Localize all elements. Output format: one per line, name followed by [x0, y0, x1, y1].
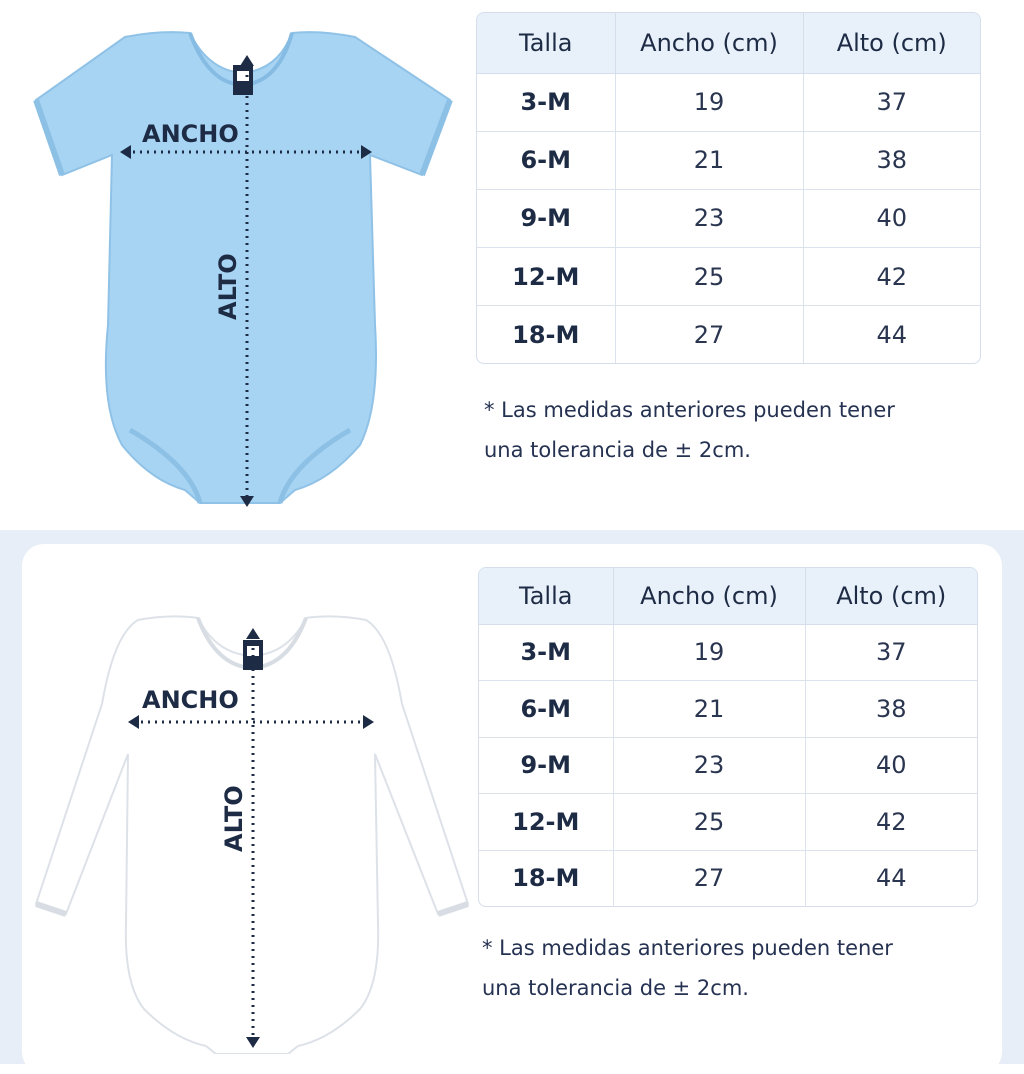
table-row	[479, 794, 977, 851]
garment-body-shape	[36, 32, 450, 503]
cell-width: 21	[613, 681, 805, 738]
table-row	[479, 850, 977, 906]
short-sleeve-section	[0, 0, 1024, 530]
cell-width: 21	[615, 131, 803, 189]
short-sleeve-bodysuit-image	[30, 25, 460, 515]
cell-size: 18-M	[477, 306, 615, 363]
garment-body-shape	[36, 616, 468, 1054]
cell-height: 40	[803, 189, 980, 247]
cell-height: 38	[805, 681, 977, 738]
table-row	[477, 306, 980, 363]
cell-width: 27	[615, 306, 803, 363]
height-label: ALTO	[214, 253, 242, 320]
table-row	[479, 737, 977, 794]
size-table-long-sleeve	[478, 567, 978, 907]
cell-size: 12-M	[477, 248, 615, 306]
brand-label-icon	[233, 65, 253, 95]
tolerance-note	[482, 928, 893, 1008]
header-height: Alto (cm)	[805, 568, 977, 624]
cell-width: 19	[615, 73, 803, 131]
cell-size: 3-M	[479, 624, 613, 681]
cell-height: 44	[876, 320, 908, 349]
cell-height: 37	[805, 624, 977, 681]
height-label: ALTO	[220, 785, 248, 852]
cell-width: 23	[615, 189, 803, 247]
table-row	[479, 681, 977, 738]
cell-height: 38	[803, 131, 980, 189]
header-width: Ancho (cm)	[613, 568, 805, 624]
size-table-short-sleeve	[476, 12, 981, 364]
table-row	[477, 131, 980, 189]
table-row	[479, 624, 977, 681]
cell-width: 27	[613, 850, 805, 906]
cell-height: 42	[805, 794, 977, 851]
cell-size: 12-M	[479, 794, 613, 851]
cell-width: 19	[613, 624, 805, 681]
cell-width: 25	[613, 794, 805, 851]
note-line: una tolerancia de ± 2cm.	[484, 438, 751, 462]
cell-size: 18-M	[479, 850, 613, 906]
cell-height: 40	[805, 737, 977, 794]
cell-height: 37	[803, 73, 980, 131]
table-row	[477, 73, 980, 131]
header-width: Ancho (cm)	[615, 13, 803, 73]
cell-height: 42	[803, 248, 980, 306]
header-size: Talla	[477, 13, 615, 73]
long-sleeve-section	[22, 544, 1002, 1074]
note-line: * Las medidas anteriores pueden tener	[482, 936, 893, 960]
note-line: una tolerancia de ± 2cm.	[482, 976, 749, 1000]
cell-size: 9-M	[477, 189, 615, 247]
width-label: ANCHO	[142, 120, 239, 148]
table-row	[477, 189, 980, 247]
cell-width: 23	[613, 737, 805, 794]
note-line: * Las medidas anteriores pueden tener	[484, 398, 895, 422]
long-sleeve-bodysuit-image	[30, 614, 475, 1054]
cell-size: 6-M	[479, 681, 613, 738]
tolerance-note	[484, 390, 895, 470]
cell-size: 6-M	[477, 131, 615, 189]
cell-size: 3-M	[477, 73, 615, 131]
header-height: Alto (cm)	[803, 13, 980, 73]
table-row	[477, 248, 980, 306]
cell-size: 9-M	[479, 737, 613, 794]
header-size: Talla	[479, 568, 613, 624]
width-label: ANCHO	[142, 686, 239, 714]
cell-width: 25	[615, 248, 803, 306]
cell-height: 44	[875, 864, 907, 893]
